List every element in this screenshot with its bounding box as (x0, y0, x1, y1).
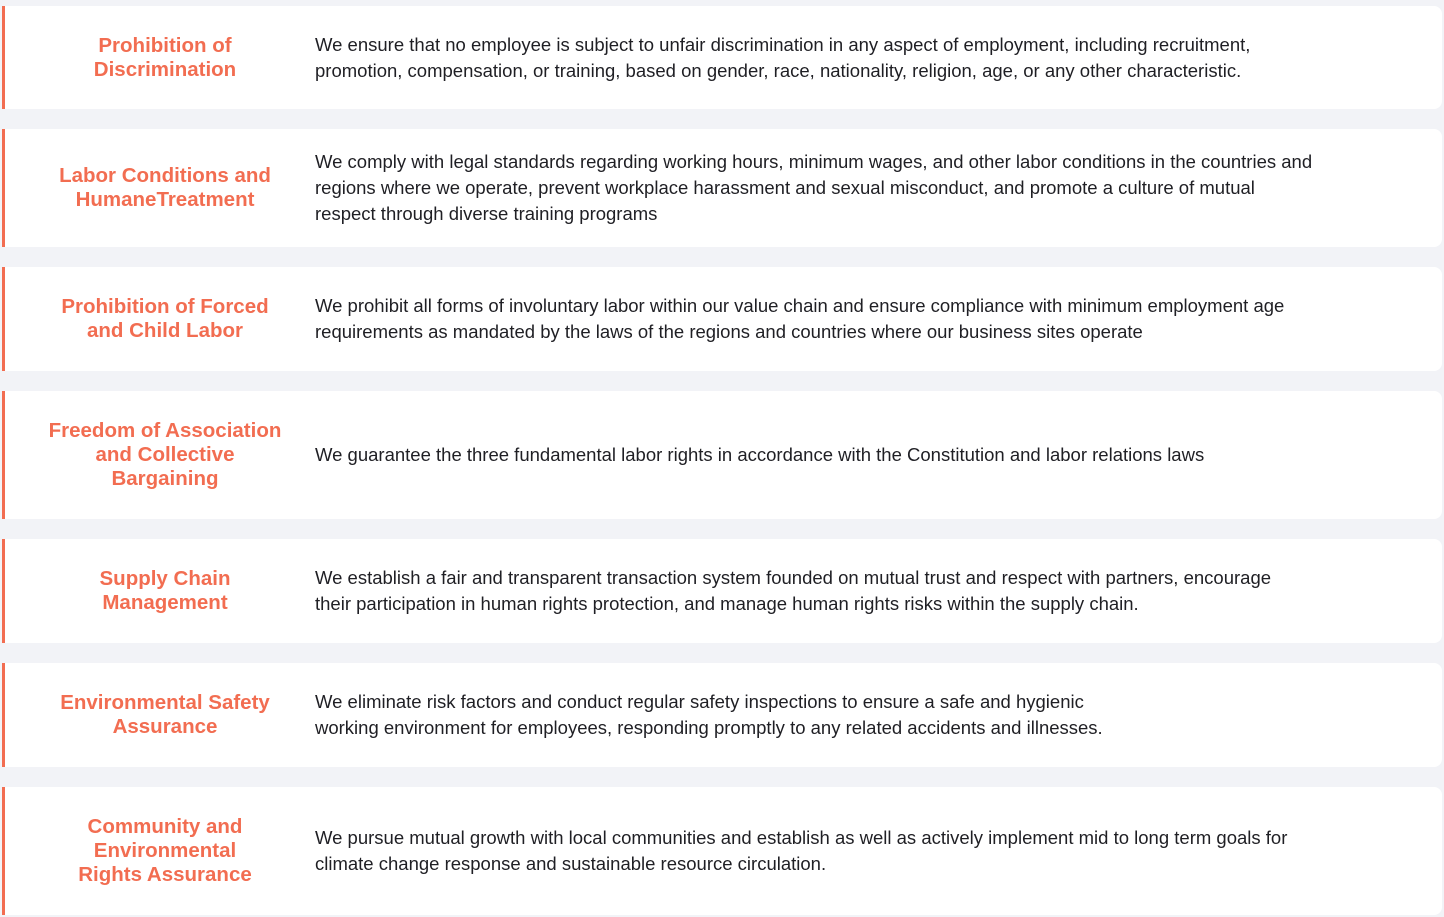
policy-description: We guarantee the three fundamental labor rights in accordance with the Constitution and labor relations laws (315, 444, 1205, 465)
policy-card-environmental-safety (2, 663, 1442, 767)
policy-description: We prohibit all forms of involuntary labor within our value chain and ensure compliance with minimum employment age requirements as mandated by the laws of the regions and countries where our business sites operate (315, 295, 1285, 342)
policy-card-freedom-of-association (2, 391, 1442, 519)
policy-title: Supply Chain Management (99, 567, 231, 614)
policy-title: Community and Environmental Rights Assurance (78, 815, 252, 886)
policy-description: We pursue mutual growth with local communities and establish as well as actively implement mid to long term goals for climate change response and sustainable resource circulation. (315, 827, 1288, 874)
policy-card-community-rights (2, 787, 1442, 915)
policy-description: We comply with legal standards regarding working hours, minimum wages, and other labor conditions in the countries and regions where we operate, prevent workplace harassment and sexual misconduct, and promote a culture of mutual respect through diverse training programs (315, 151, 1313, 224)
policy-card-labor-conditions (2, 129, 1442, 247)
policy-description: We establish a fair and transparent transaction system founded on mutual trust and respect with partners, encourage their participation in human rights protection, and manage human rights risks within the supply chain. (315, 567, 1272, 614)
policy-card-supply-chain (2, 539, 1442, 643)
policy-card-forced-child-labor (2, 267, 1442, 371)
policy-title: Prohibition of Discrimination (93, 33, 237, 81)
policy-title: Labor Conditions and HumaneTreatment (59, 164, 271, 211)
policy-description: We eliminate risk factors and conduct regular safety inspections to ensure a safe and hygienic working environment for employees, responding promptly to any related accidents and illnesses. (315, 691, 1103, 738)
policy-title: Freedom of Association and Collective Bargaining (48, 419, 282, 490)
policy-title: Prohibition of Forced and Child Labor (61, 295, 269, 342)
policy-title: Environmental Safety Assurance (60, 691, 270, 738)
policy-description: We ensure that no employee is subject to unfair discrimination in any aspect of employment, including recruitment, promotion, compensation, or training, based on gender, race, nationality, religion, age, or any other characteristic. (315, 33, 1251, 81)
policy-card-discrimination (2, 6, 1442, 109)
